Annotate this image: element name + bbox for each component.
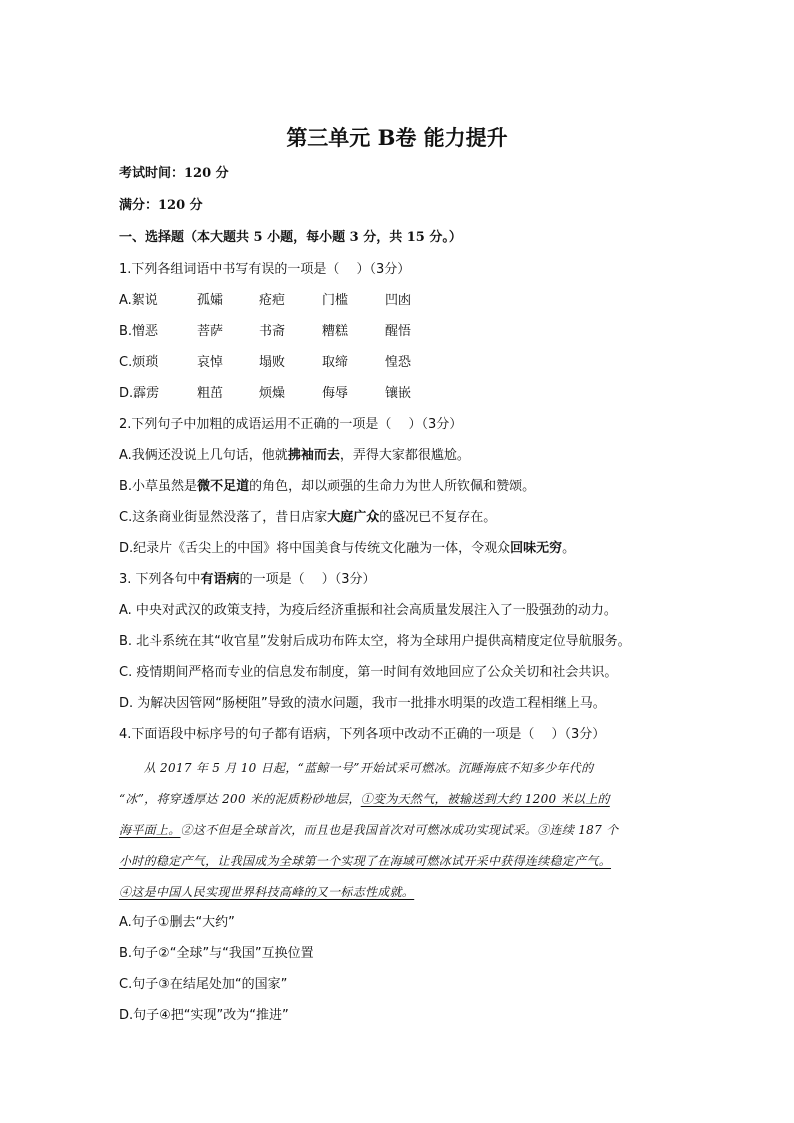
q1-c-word-3: 塌败 xyxy=(259,355,286,370)
section-heading: 一、选择题（本大题共 5 小题，每小题 3 分，共 15 分。） xyxy=(119,230,462,245)
q1-d-word-3: 烦燥 xyxy=(259,386,286,401)
q3-option-b: B. 北斗系统在其“收官星”发射后成功布阵太空，将为全球用户提供高精度定位导航服务。 xyxy=(119,634,631,649)
q3-stem-bold: 有语病 xyxy=(200,572,240,587)
q2-d-post: 。 xyxy=(562,541,576,556)
passage-text: “冰”，将穿透厚达 200 米的泥质粉砂地层， xyxy=(119,792,361,806)
q2-a-post: ，弄得大家都很尴尬。 xyxy=(339,448,470,463)
q1-a-word-1: A.絮说 xyxy=(119,293,158,308)
passage-text: ②这不但是全球首次，而且也是我国首次对可燃冰成功实现试采。③连续 187 个 xyxy=(180,823,619,837)
q1-c-word-2: 哀悼 xyxy=(197,355,224,370)
q1-stem: 1.下列各组词语中书写有误的一项是（ ）（3分） xyxy=(119,262,411,277)
q2-c-idiom: 大庭广众 xyxy=(327,510,380,525)
q2-b-idiom: 微不足道 xyxy=(197,479,250,494)
q1-a-word-4: 门槛 xyxy=(322,293,349,308)
passage-text: 从 2017 年 5 月 10 日起，“蓝鲸一号”开始试采可燃冰。沉睡海底不知多少年代的 xyxy=(119,761,594,775)
q3-stem-post: 的一项是（ ）（3分） xyxy=(239,572,376,587)
q1-b-word-5: 醒悟 xyxy=(385,324,412,339)
q1-b-word-4: 糟糕 xyxy=(322,324,349,339)
passage-underlined-sentence-1: ①变为天然气，被输送到大约 1200 米以上的 xyxy=(360,792,610,806)
page-title: 第三单元 B卷 能力提升 xyxy=(286,125,508,150)
q2-option-b xyxy=(119,478,535,496)
q4-option-c: C.句子③在结尾处加“的国家” xyxy=(119,977,288,992)
q2-a-idiom: 拂袖而去 xyxy=(287,448,340,463)
q2-a-pre: A.我俩还没说上几句话，他就 xyxy=(119,448,288,463)
q3-stem-pre: 3. 下列各句中 xyxy=(119,572,201,587)
q1-a-word-3: 疮疤 xyxy=(259,293,286,308)
q4-option-b: B.句子②“全球”与“我国”互换位置 xyxy=(119,946,314,961)
q4-passage-line-2 xyxy=(119,790,610,808)
passage-underlined-sentence-1-end: 海平面上。 xyxy=(119,823,181,837)
q3-stem xyxy=(119,571,375,589)
q3-option-c: C. 疫情期间严格而专业的信息发布制度，第一时间有效地回应了公众关切和社会共识。 xyxy=(119,665,618,680)
q1-c-word-5: 惶恐 xyxy=(385,355,412,370)
q1-d-word-5: 镶嵌 xyxy=(385,386,412,401)
q4-passage-line-5 xyxy=(119,883,414,901)
q2-stem: 2.下列句子中加粗的成语运用不正确的一项是（ ）（3分） xyxy=(119,417,463,432)
q1-b-word-1: B.憎恶 xyxy=(119,324,159,339)
q2-d-idiom: 回味无穷 xyxy=(510,541,563,556)
q2-b-pre: B.小草虽然是 xyxy=(119,479,198,494)
full-score: 满分：120 分 xyxy=(119,198,203,213)
q4-passage-line-3 xyxy=(119,821,618,839)
q3-option-a: A. 中央对武汉的政策支持，为疫后经济重振和社会高质量发展注入了一股强劲的动力。 xyxy=(119,603,617,618)
q2-option-c xyxy=(119,509,496,527)
q2-option-d xyxy=(119,540,575,558)
q4-passage-line-4 xyxy=(119,852,611,870)
q3-option-d: D. 为解决因管网“肠梗阻”导致的渍水问题，我市一批排水明渠的改造工程相继上马。 xyxy=(119,696,606,711)
q1-d-word-4: 侮辱 xyxy=(322,386,349,401)
passage-underlined-sentence-4: ④这是中国人民实现世界科技高峰的又一标志性成就。 xyxy=(119,885,415,899)
q1-a-word-5: 凹凼 xyxy=(385,293,412,308)
q4-option-a: A.句子①删去“大约” xyxy=(119,915,235,930)
q1-c-word-4: 取缔 xyxy=(322,355,349,370)
q1-c-word-1: C.烦琐 xyxy=(119,355,159,370)
q4-passage-line-1 xyxy=(119,759,593,777)
q4-stem: 4.下面语段中标序号的句子都有语病，下列各项中改动不正确的一项是（ ）（3分） xyxy=(119,727,606,742)
q1-b-word-2: 菩萨 xyxy=(197,324,224,339)
q2-c-pre: C.这条商业街显然没落了，昔日店家 xyxy=(119,510,328,525)
exam-time: 考试时间：120 分 xyxy=(119,166,229,181)
q2-b-post: 的角色，却以顽强的生命力为世人所钦佩和赞颂。 xyxy=(249,479,536,494)
passage-underlined-sentence-3: 小时的稳定产气，让我国成为全球第一个实现了在海域可燃冰试开采中获得连续稳定产气。 xyxy=(119,854,612,868)
q2-c-post: 的盛况已不复存在。 xyxy=(379,510,497,525)
q4-option-d: D.句子④把“实现”改为“推进” xyxy=(119,1008,289,1023)
q1-a-word-2: 孤孀 xyxy=(197,293,224,308)
q1-d-word-1: D.霹雳 xyxy=(119,386,160,401)
q1-b-word-3: 书斋 xyxy=(259,324,286,339)
q2-option-a xyxy=(119,447,470,465)
q1-d-word-2: 粗茁 xyxy=(197,386,224,401)
q2-d-pre: D.纪录片《舌尖上的中国》将中国美食与传统文化融为一体，令观众 xyxy=(119,541,511,556)
